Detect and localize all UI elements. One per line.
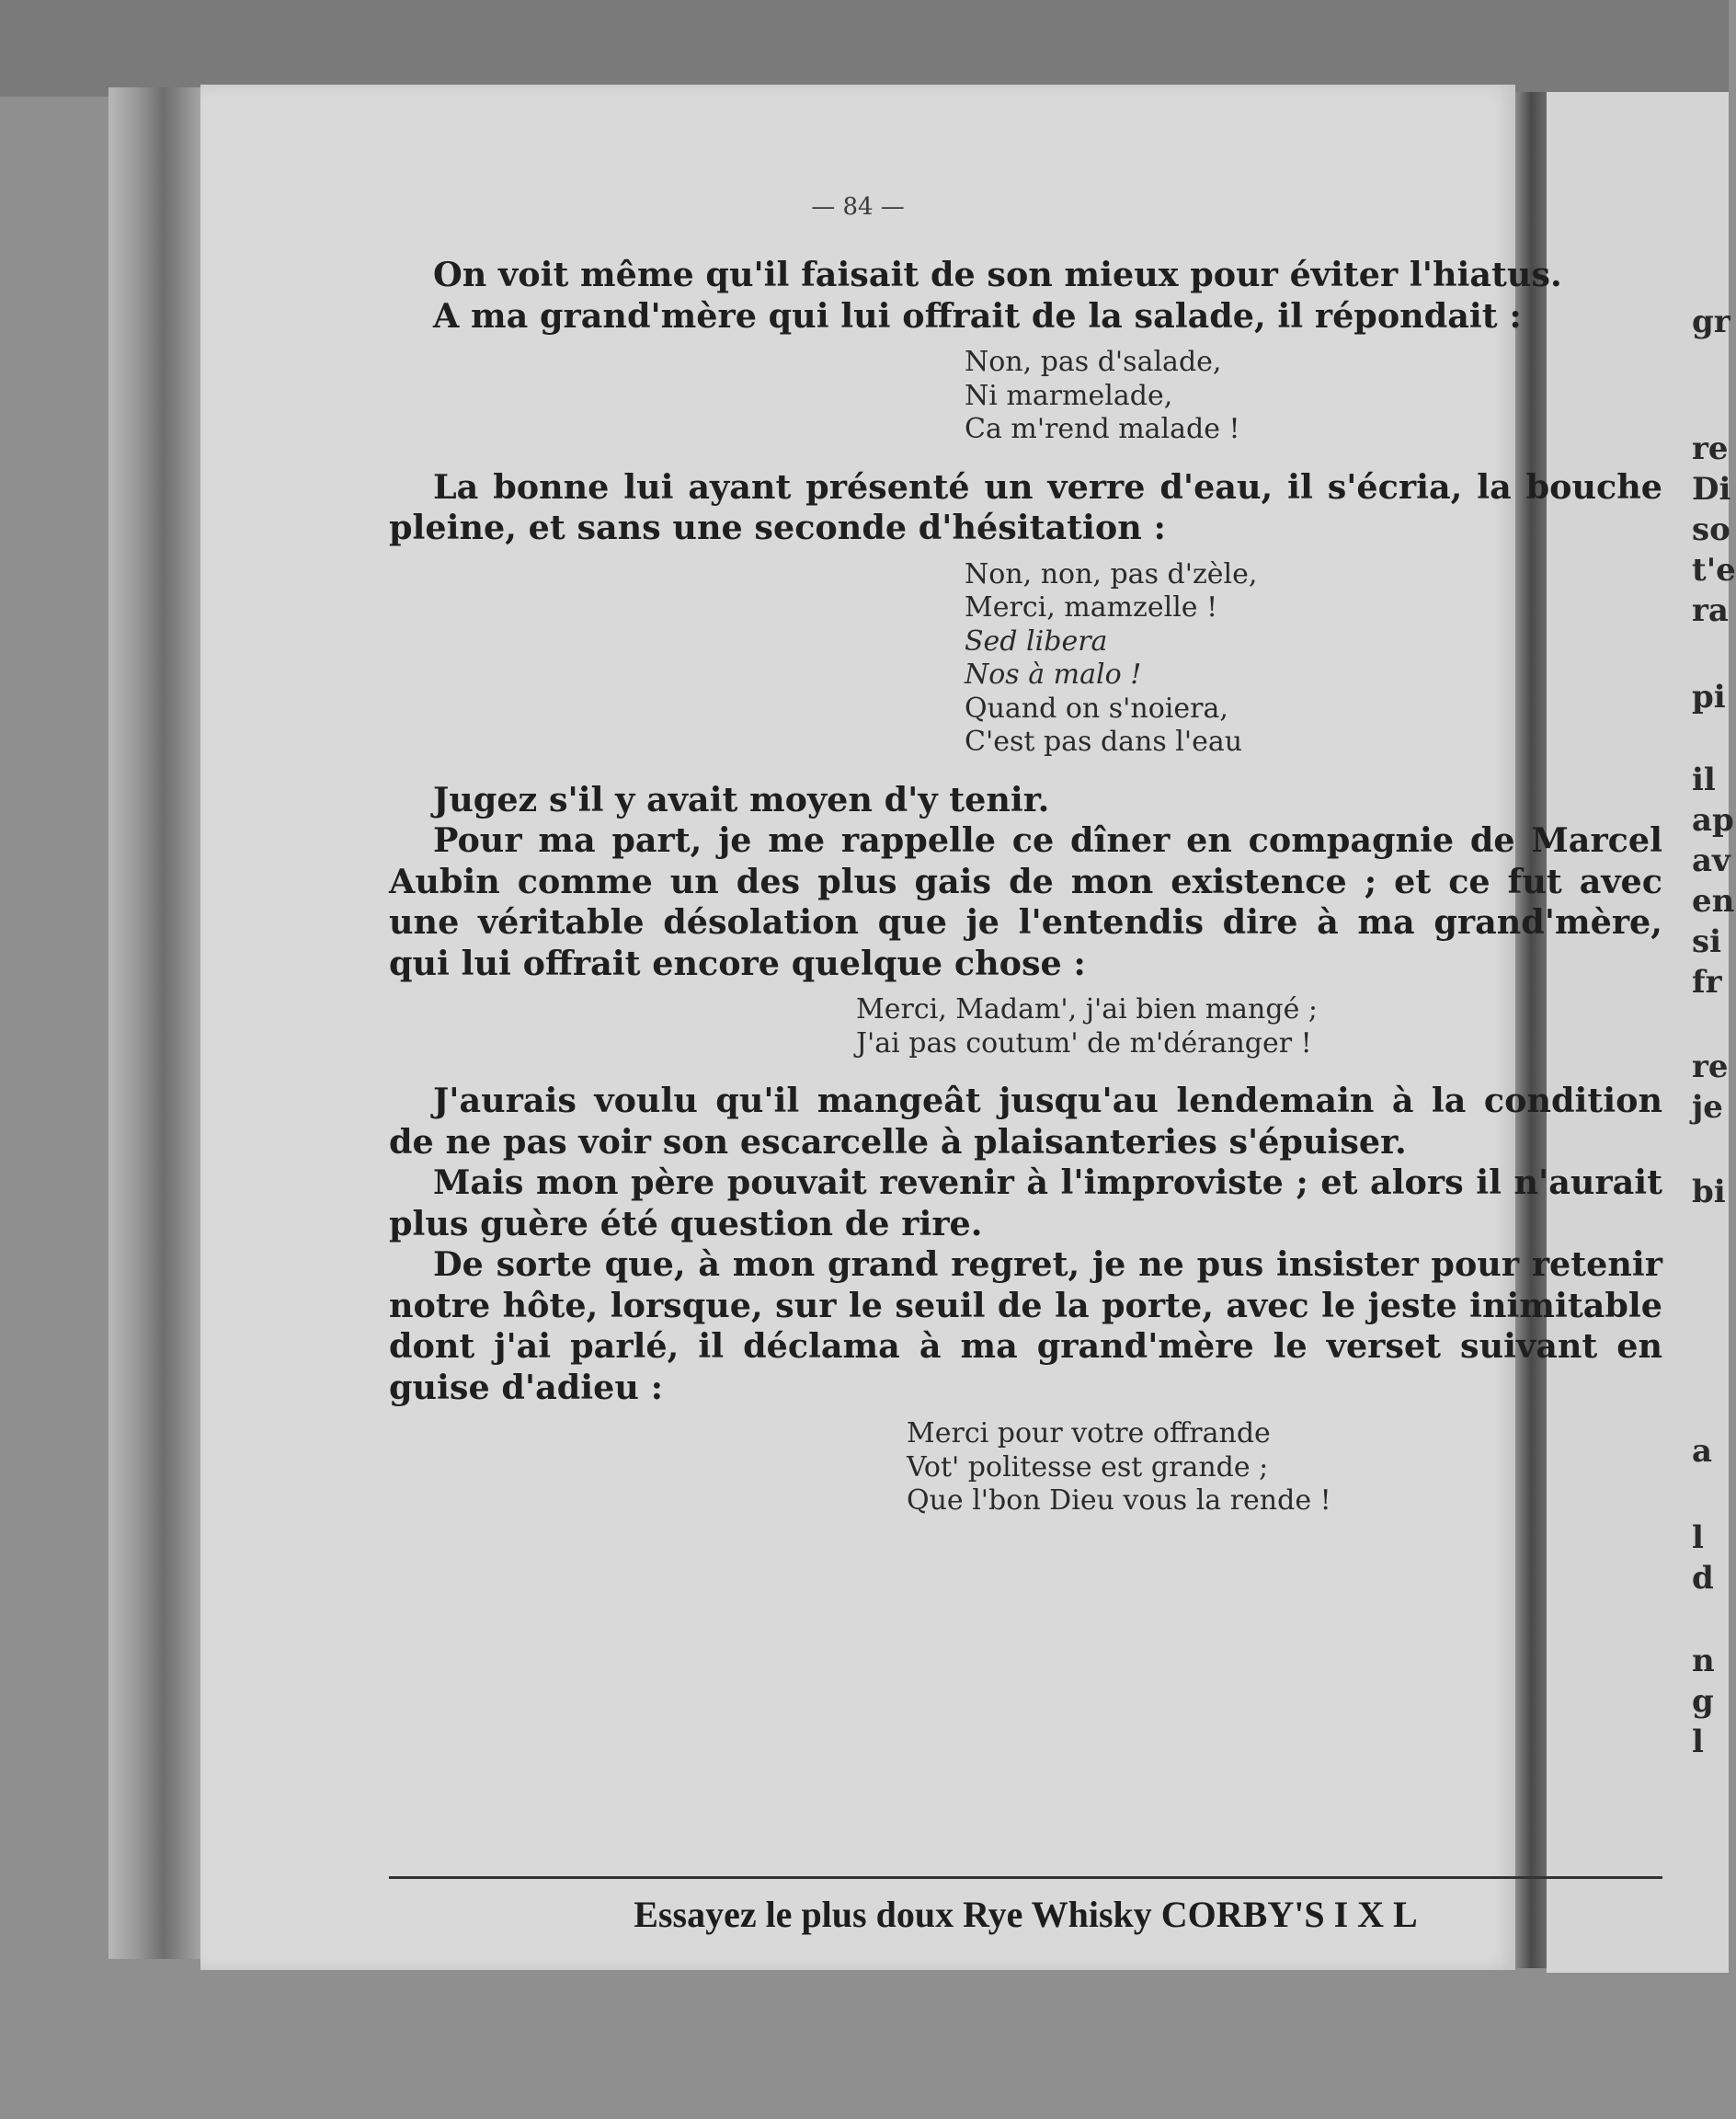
paragraph: Mais mon père pouvait revenir à l'improviste ; et alors il n'aurait plus guère été question de rire. (389, 1163, 1662, 1243)
right-page-fragment-text: a (1692, 1433, 1713, 1470)
right-page-fragment-text: re (1692, 430, 1729, 467)
verse-line: Non, non, pas d'zèle, (965, 557, 1258, 590)
right-page-fragment-text: d (1692, 1560, 1714, 1597)
paragraph: Jugez s'il y avait moyen d'y tenir. (433, 779, 1050, 819)
verse-line: Ni marmelade, (965, 379, 1173, 412)
right-page-fragment-text: l (1692, 1519, 1704, 1556)
right-page-fragment-text: av (1692, 842, 1730, 879)
right-page-fragment-text: Di (1692, 471, 1731, 508)
verse-line-latin: Nos à malo ! (965, 659, 1142, 691)
verse-salade (965, 346, 1662, 447)
right-page-fragment-text: gr (1692, 304, 1730, 340)
right-page-fragment-text: si (1692, 923, 1722, 960)
verse-adieu (907, 1417, 1662, 1518)
verse-line: Ca m'rend malade ! (965, 413, 1240, 445)
verse-line-latin: Sed libera (965, 624, 1108, 658)
right-page-fragment-text: t'e (1692, 552, 1736, 589)
verse-line: Vot' politesse est grande ; (907, 1450, 1269, 1483)
page-body (389, 255, 1662, 1539)
right-page-fragment-text: ap (1692, 802, 1734, 839)
paragraph: A ma grand'mère qui lui offrait de la salade, il répondait : (433, 295, 1522, 336)
right-page-fragment-text: je (1692, 1089, 1723, 1126)
footer-rule (389, 1876, 1662, 1879)
verse-line: Merci, mamzelle ! (965, 591, 1218, 624)
right-page-fragment-text: en (1692, 883, 1735, 920)
verse-line: Quand on s'noiera, (965, 692, 1228, 725)
right-page-fragment-text: re (1692, 1048, 1729, 1085)
right-page-fragment-text: pi (1692, 679, 1726, 716)
verse-line: Que l'bon Dieu vous la rende ! (907, 1484, 1331, 1517)
paragraph: J'aurais voulu qu'il mangeât jusqu'au lendemain à la condition de ne pas voir son escarcelle à plaisanteries s'épuiser. (389, 1081, 1662, 1162)
right-page-fragment-text: so (1692, 511, 1730, 548)
verse-zele (965, 558, 1662, 760)
right-page-fragment-text: ra (1692, 592, 1729, 629)
paragraph: La bonne lui ayant présenté un verre d'eau, il s'écria, la bouche pleine, et sans une seconde d'hésitation : (389, 466, 1662, 547)
right-page-fragment-text: il (1692, 762, 1716, 798)
right-page-fragment-text: bi (1692, 1174, 1726, 1210)
right-page-fragment-text: g (1692, 1683, 1714, 1720)
left-page (200, 85, 1662, 1970)
verse-line: J'ai pas coutum' de m'déranger ! (856, 1026, 1312, 1060)
right-page-fragment-text: fr (1692, 964, 1722, 1001)
paragraph: On voit même qu'il faisait de son mieux pour éviter l'hiatus. (433, 255, 1562, 294)
right-page-fragment-text: n (1692, 1643, 1715, 1679)
book-spine-edge (108, 87, 200, 1959)
verse-line: Merci, Madam', j'ai bien mangé ; (856, 993, 1318, 1025)
verse-line: C'est pas dans l'eau (965, 726, 1243, 758)
verse-mange (856, 993, 1662, 1060)
right-page-fragment-text: l (1692, 1724, 1704, 1760)
paragraph: Pour ma part, je me rappelle ce dîner en compagnie de Marcel Aubin comme un des plus gais de mon existence ; et ce fut avec une véritable désolation que je l'entendis dire à ma grand'mère, qui lui offrait encore quelque chose : (389, 820, 1662, 983)
verse-line: Merci pour votre offrande (907, 1417, 1271, 1449)
verse-line: Non, pas d'salade, (965, 346, 1222, 378)
footer-advertisement: Essayez le plus doux Rye Whisky CORBY'S I X L (634, 1894, 1418, 1935)
page-number: — 84 — (811, 193, 905, 221)
paragraph: De sorte que, à mon grand regret, je ne pus insister pour retenir notre hôte, lorsque, sur le seuil de la porte, avec le jeste inimitable dont j'ai parlé, il déclama à ma grand'mère le verset suivant en guise d'adieu : (389, 1244, 1662, 1407)
scan-background (0, 0, 1729, 97)
